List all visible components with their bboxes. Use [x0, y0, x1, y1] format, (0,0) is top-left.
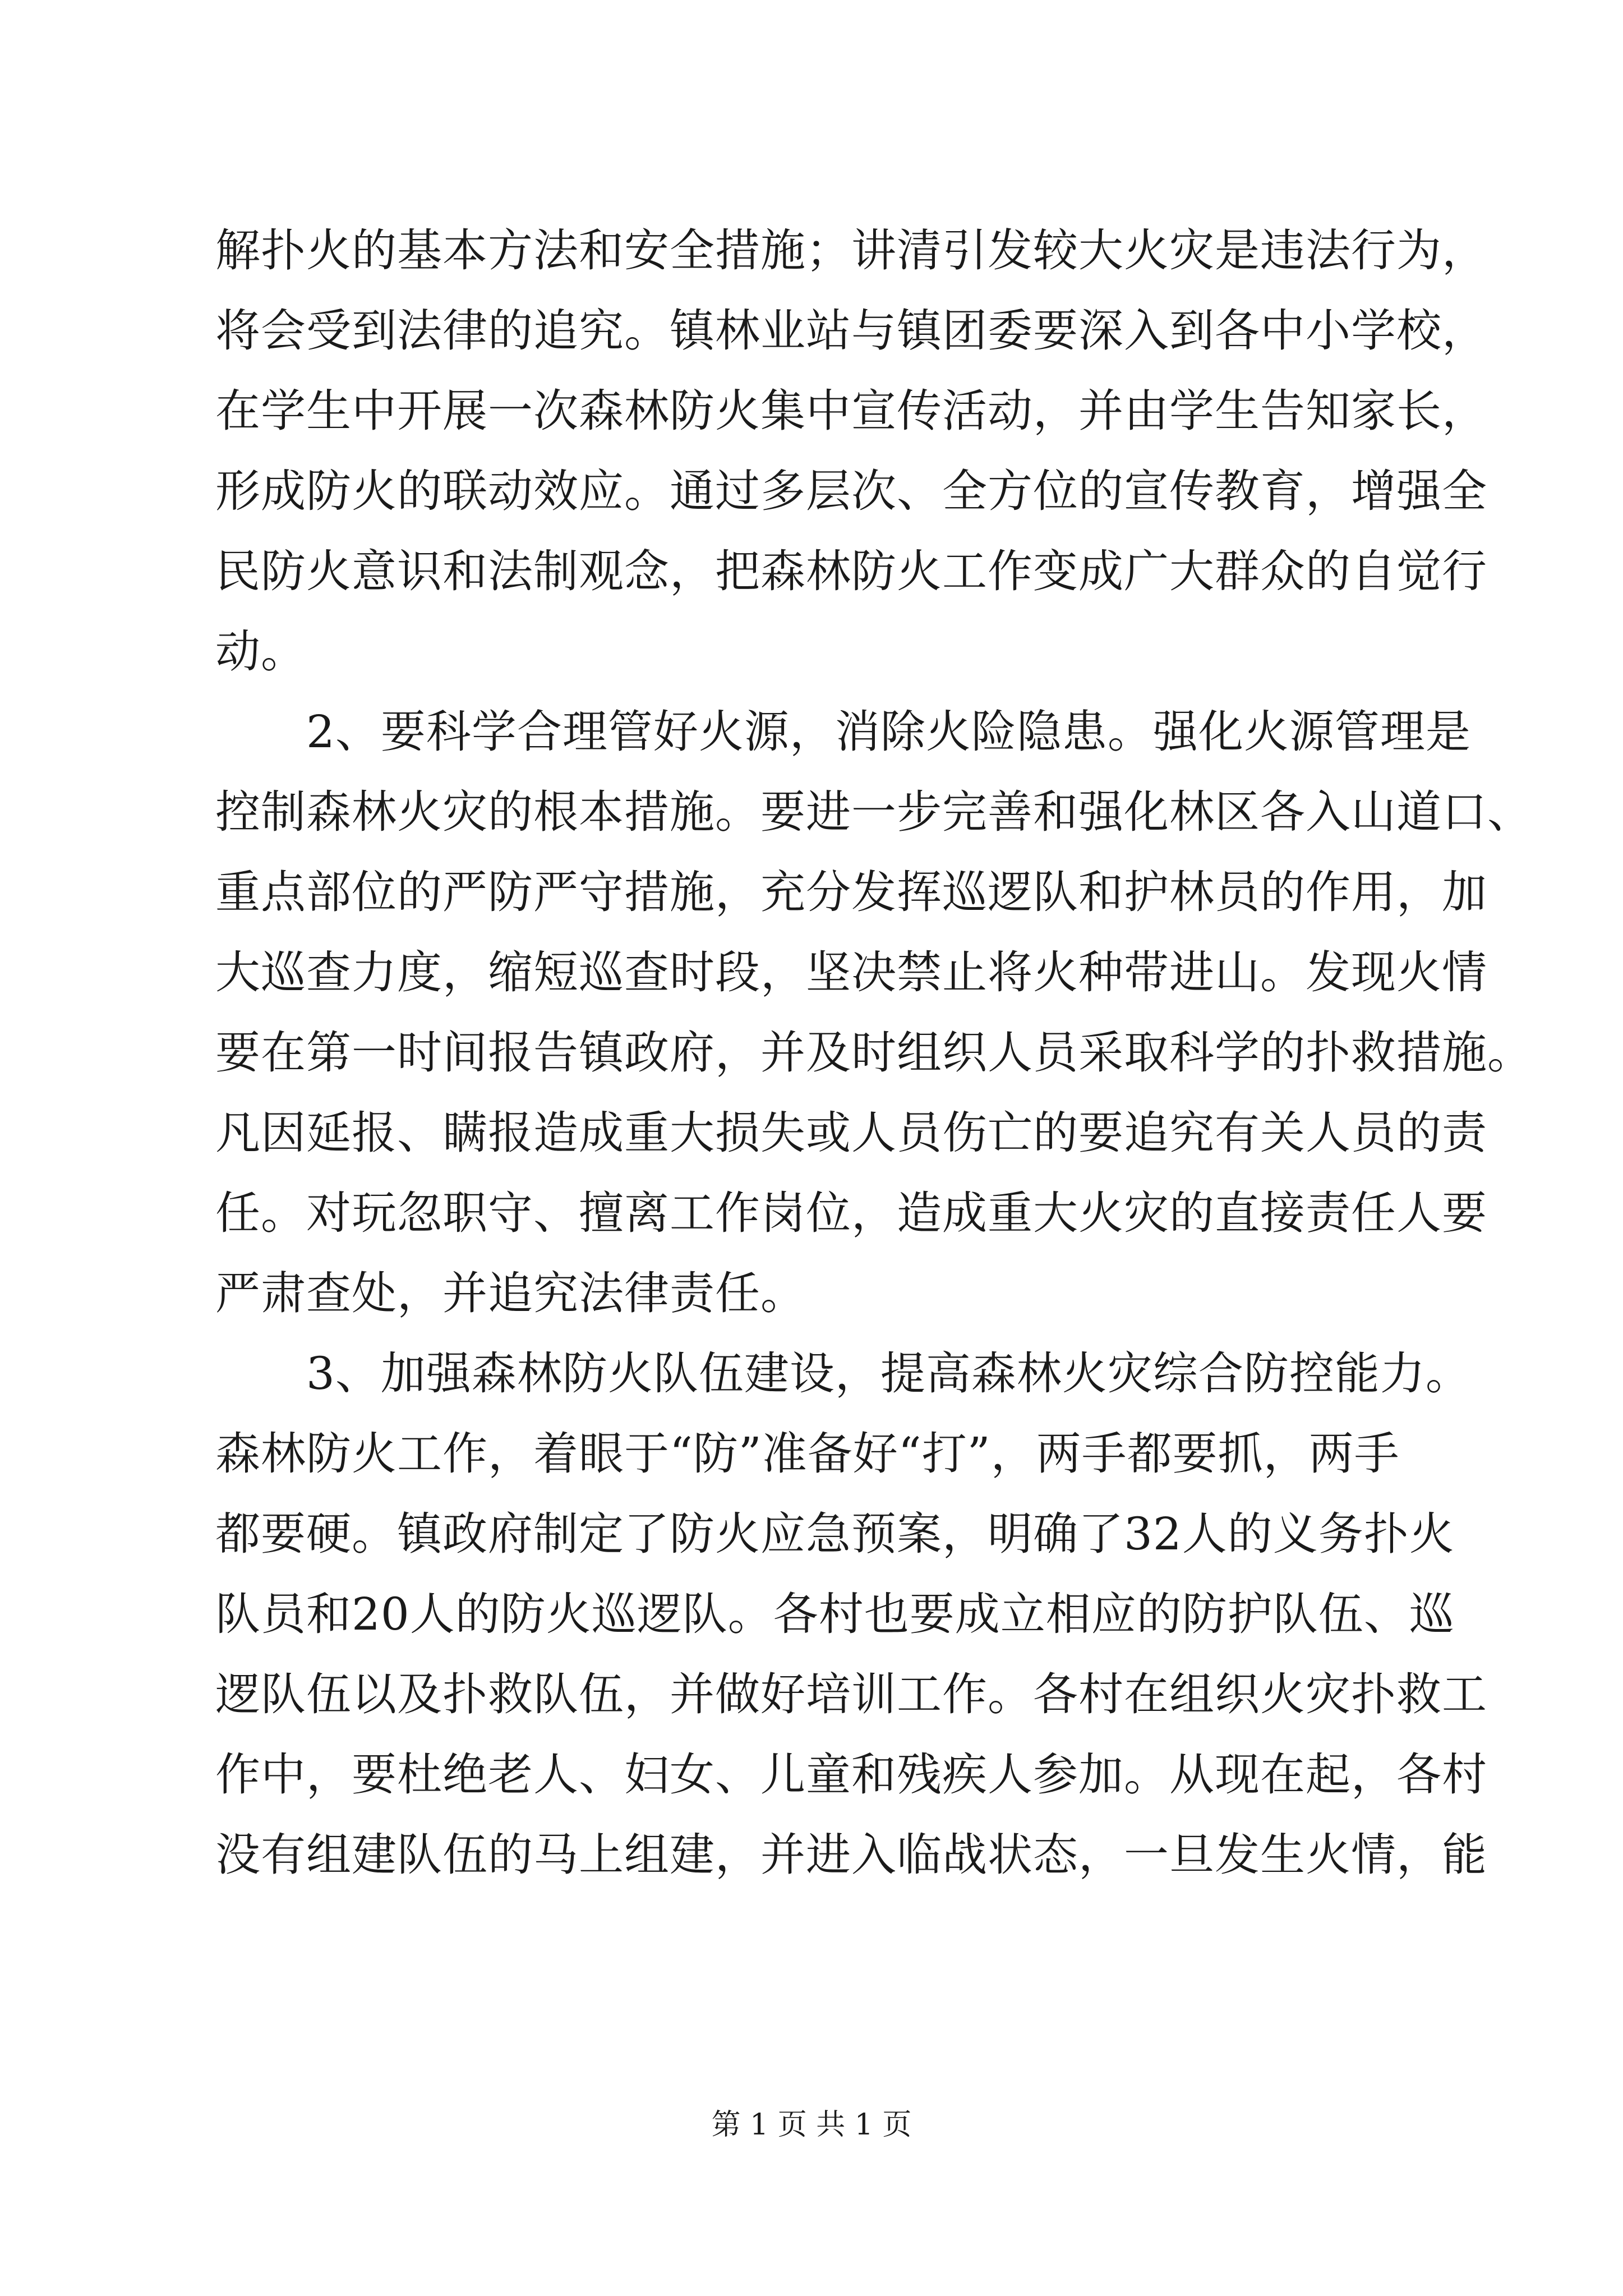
text-line: 没有组建队伍的马上组建，并进入临战状态，一旦发生火情，能	[215, 1829, 1487, 1881]
text-line: 要在第一时间报告镇政府，并及时组织人员采取科学的扑救措施。	[215, 1027, 1533, 1079]
text-line: 大巡查力度，缩短巡查时段，坚决禁止将火种带进山。发现火情	[215, 946, 1487, 999]
text-line: 都要硬。镇政府制定了防火应急预案，明确了32人的义务扑火	[215, 1508, 1455, 1560]
document-body	[215, 210, 1533, 1895]
text-line: 动。	[215, 625, 306, 678]
text-line: 3、加强森林防火队伍建设，提高森林火灾综合防控能力。	[215, 1347, 1471, 1400]
text-line: 控制森林火灾的根本措施。要进一步完善和强化林区各入山道口、	[215, 786, 1533, 838]
page-number-footer: 第 1 页 共 1 页	[711, 2108, 912, 2142]
text-line: 将会受到法律的追究。镇林业站与镇团委要深入到各中小学校，	[215, 305, 1487, 357]
text-line: 解扑火的基本方法和安全措施；讲清引发较大火灾是违法行为，	[215, 224, 1487, 277]
text-line: 在学生中开展一次森林防火集中宣传活动，并由学生告知家长，	[215, 385, 1487, 437]
text-line: 森林防火工作，着眼于“防”准备好“打”，两手都要抓，两手	[215, 1428, 1400, 1480]
text-line: 民防火意识和法制观念，把森林防火工作变成广大群众的自觉行	[215, 545, 1487, 597]
text-line: 严肃查处，并追究法律责任。	[215, 1267, 806, 1319]
text-line: 重点部位的严防严守措施，充分发挥巡逻队和护林员的作用，加	[215, 866, 1487, 918]
text-line: 任。对玩忽职守、擅离工作岗位，造成重大火灾的直接责任人要	[215, 1187, 1487, 1239]
text-line: 2、要科学合理管好火源，消除火险隐患。强化火源管理是	[215, 706, 1471, 758]
text-line: 队员和20人的防火巡逻队。各村也要成立相应的防护队伍、巡	[215, 1588, 1455, 1640]
text-line: 作中，要杜绝老人、妇女、儿童和残疾人参加。从现在起，各村	[215, 1749, 1487, 1801]
text-line: 形成防火的联动效应。通过多层次、全方位的宣传教育，增强全	[215, 465, 1487, 517]
text-line: 逻队伍以及扑救队伍，并做好培训工作。各村在组织火灾扑救工	[215, 1668, 1487, 1720]
text-line: 凡因延报、瞒报造成重大损失或人员伤亡的要追究有关人员的责	[215, 1107, 1487, 1159]
